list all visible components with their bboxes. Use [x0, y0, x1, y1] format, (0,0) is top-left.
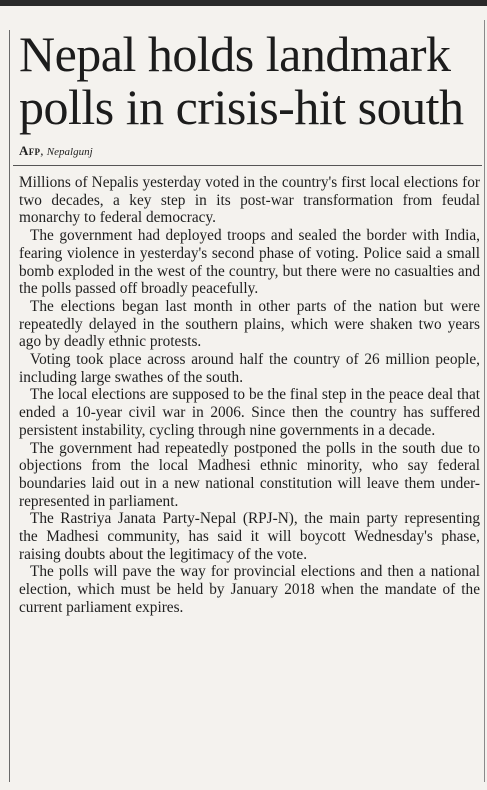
page-header-strip	[0, 0, 487, 6]
byline	[19, 143, 93, 160]
article-paragraph: The polls will pave the way for provincial elections and then a national election, which must be held by January 2018 when the mandate of the current parliament expires.	[19, 563, 480, 616]
article-paragraph: Millions of Nepalis yesterday voted in the country's first local elections for two decades, a key step in its post-war transformation from feudal monarchy to federal democracy.	[19, 174, 480, 227]
byline-dateline: Nepalgunj	[46, 146, 93, 158]
article-headline: Nepal holds landmark polls in crisis-hit south	[19, 26, 464, 135]
article-paragraph: Voting took place across around half the country of 26 million people, including large swathes of the south.	[19, 351, 480, 386]
article-paragraph: The elections began last month in other parts of the nation but were repeatedly delayed in the southern plains, which were shaken two years ago by deadly ethnic protests.	[19, 297, 480, 351]
article-paragraph: The local elections are supposed to be the final step in the peace deal that ended a 10-year civil war in 2006. Since then the country has suffered persistent instability, cycling through nine governments in a decade.	[19, 386, 480, 439]
column-rule-right	[484, 20, 485, 782]
byline-agency: Afp	[19, 143, 41, 158]
byline-divider	[13, 165, 482, 166]
byline-separator: ,	[40, 143, 47, 158]
column-rule-left	[9, 30, 10, 782]
article-paragraph: The government had repeatedly postponed the polls in the south due to objections from the local Madhesi ethnic minority, who say federal boundaries laid out in a new national constitution will leave them under-represented in parliament.	[19, 439, 480, 510]
article-paragraph: The government had deployed troops and sealed the border with India, fearing violence in yesterday's second phase of voting. Police said a small bomb exploded in the west of the country, but there were no casualties and the polls passed off broadly peacefully.	[19, 227, 480, 298]
article-body	[19, 174, 480, 617]
article-paragraph: The Rastriya Janata Party-Nepal (RPJ-N), the main party representing the Madhesi community, has said it will boycott Wednesday's phase, raising doubts about the legitimacy of the vote.	[19, 510, 480, 563]
